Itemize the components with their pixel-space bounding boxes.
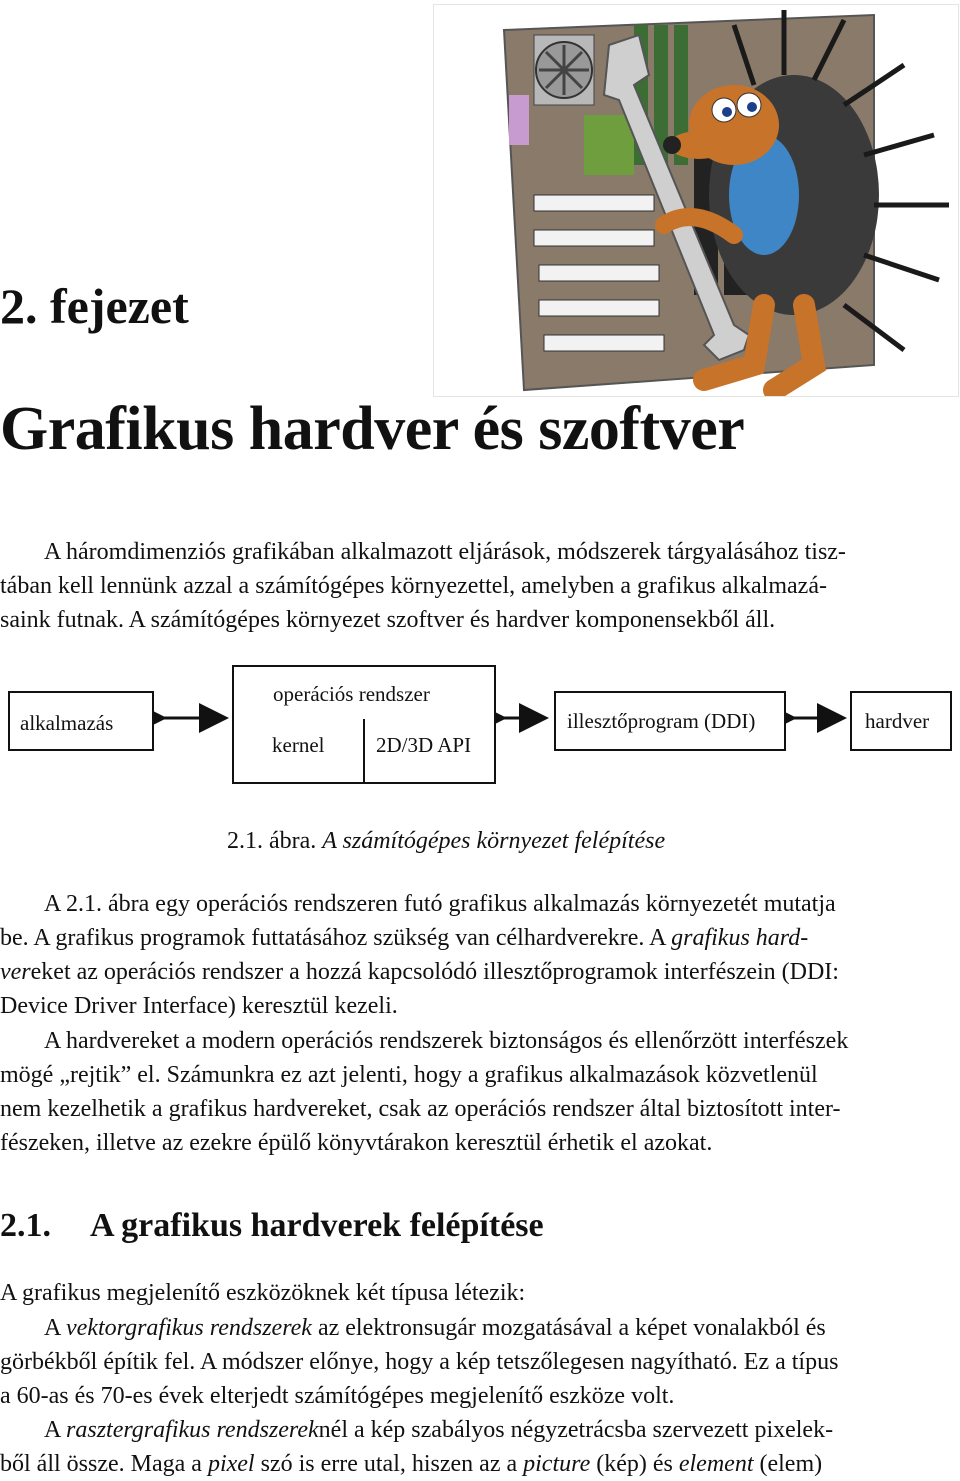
emphasis-text: vektorgrafikus rendszerek xyxy=(66,1315,312,1341)
text-line: A grafikus megjelenítő eszközöknek két típusa létezik: xyxy=(0,1280,526,1306)
text-span: (kép) és xyxy=(590,1451,679,1477)
emphasis-text: ver xyxy=(0,959,31,985)
emphasis-text: grafikus hard- xyxy=(671,925,809,951)
app-label: alkalmazás xyxy=(20,711,114,735)
body-paragraph xyxy=(0,1024,960,1160)
text-line xyxy=(0,1311,960,1345)
section-title: A grafikus hardverek felépítése xyxy=(90,1207,544,1244)
text-span: A xyxy=(44,1315,67,1341)
figure-number: 2.1. ábra. xyxy=(227,828,317,854)
hardware-box xyxy=(850,691,952,751)
text-span: (elem) xyxy=(753,1451,823,1477)
chapter-number: 2. fejezet xyxy=(0,278,189,334)
environment-diagram xyxy=(0,660,960,790)
text-line: fészeken, illetve az ezekre épülő könyvtárakon keresztül érhetik el azokat. xyxy=(0,1130,713,1156)
os-divider xyxy=(363,719,365,784)
text-line xyxy=(0,1413,960,1447)
text-span: eket az operációs rendszer a hozzá kapcsolódó illesztőprogramok interfészein (DDI: xyxy=(30,959,839,985)
emphasis-text: picture xyxy=(523,1451,591,1477)
figure-caption-text: A számítógépes környezet felépítése xyxy=(322,828,666,854)
driver-box xyxy=(554,691,786,751)
text-span: be. A grafikus programok futtatásához szükség van célhardverekre. A xyxy=(0,925,672,951)
body-paragraph xyxy=(0,887,960,1023)
text-line: A háromdimenziós grafikában alkalmazott eljárások, módszerek tárgyalásához tisz- xyxy=(44,539,846,565)
os-label: operációs rendszer xyxy=(273,682,430,706)
text-line: tában kell lennünk azzal a számítógépes környezettel, amelyben a grafikus alkalmazá- xyxy=(0,573,827,599)
text-line xyxy=(0,1447,960,1481)
body-paragraph xyxy=(0,1311,960,1413)
text-line: nem kezelhetik a grafikus hardvereket, csak az operációs rendszer által biztosított inter- xyxy=(0,1096,841,1122)
chapter-illustration xyxy=(433,4,959,397)
api-label: 2D/3D API xyxy=(376,733,472,757)
hardware-label: hardver xyxy=(865,709,930,733)
hedgehog-mechanic-icon xyxy=(434,5,958,396)
text-line: a 60-as és 70-es évek elterjedt számítógépes megjelenítő eszköze volt. xyxy=(0,1383,675,1409)
emphasis-text: rasztergrafikus rendszerek xyxy=(66,1417,319,1443)
emphasis-text: pixel xyxy=(207,1451,255,1477)
text-span: A xyxy=(44,1417,67,1443)
text-span: szó is erre utal, hiszen az a xyxy=(254,1451,524,1477)
chapter-title: Grafikus hardver és szoftver xyxy=(0,395,745,463)
app-box xyxy=(8,691,154,751)
text-span: ből áll össze. Maga a xyxy=(0,1451,208,1477)
driver-label: illesztőprogram (DDI) xyxy=(567,709,756,733)
intro-paragraph xyxy=(0,535,960,637)
body-paragraph xyxy=(0,1276,960,1310)
text-line: saink futnak. A számítógépes környezet szoftver és hardver komponensekből áll. xyxy=(0,607,776,633)
text-span: az elektronsugár mozgatásával a képet vonalakból és xyxy=(311,1315,826,1341)
text-line xyxy=(0,955,960,989)
text-line: görbékből építik fel. A módszer előnye, hogy a kép tetszőlegesen nagyítható. Ez a típus xyxy=(0,1349,839,1375)
os-box xyxy=(232,665,496,784)
section-heading xyxy=(0,1204,544,1248)
kernel-label: kernel xyxy=(272,733,325,757)
section-number: 2.1. xyxy=(0,1207,51,1244)
text-line: Device Driver Interface) keresztül kezeli. xyxy=(0,993,398,1019)
emphasis-text: element xyxy=(678,1451,754,1477)
text-line: mögé „rejtik” el. Számunkra ez azt jelenti, hogy a grafikus alkalmazások közvetlenül xyxy=(0,1062,818,1088)
text-line xyxy=(0,921,960,955)
text-line: A 2.1. ábra egy operációs rendszeren futó grafikus alkalmazás környezetét mutatja xyxy=(44,891,836,917)
text-line: A hardvereket a modern operációs rendszerek biztonságos és ellenőrzött interfészek xyxy=(44,1028,849,1054)
figure-caption xyxy=(227,828,665,855)
text-span: nél a kép szabályos négyzetrácsba szervezett pixelek- xyxy=(318,1417,834,1443)
body-paragraph xyxy=(0,1413,960,1481)
